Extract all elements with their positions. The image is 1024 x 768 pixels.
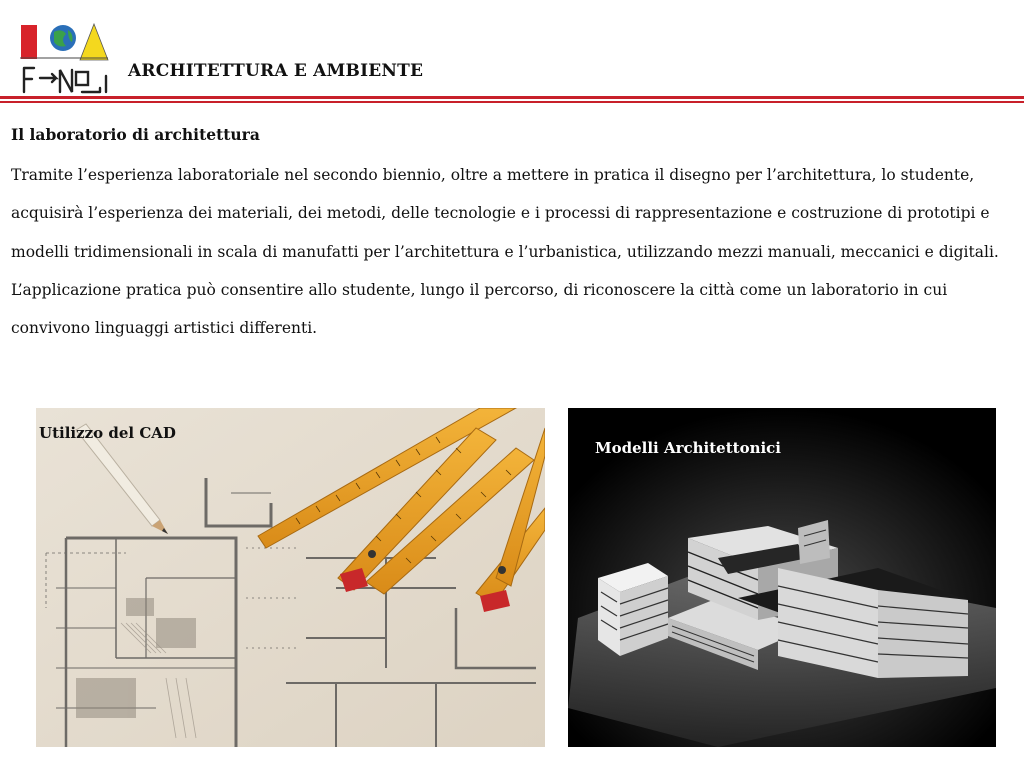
- section-heading: Il laboratorio di architettura: [11, 125, 260, 144]
- school-logo: [16, 20, 112, 96]
- header-divider-bottom: [0, 101, 1024, 103]
- cad-photo: [36, 408, 545, 747]
- cad-caption: Utilizzo del CAD: [39, 424, 176, 442]
- page-header-title: ARCHITETTURA E AMBIENTE: [128, 61, 424, 81]
- logo-text: FANO: [16, 20, 20, 21]
- logo-red-bar: [21, 25, 37, 59]
- architectural-model-photo: [568, 408, 996, 747]
- models-caption: Modelli Architettonici: [595, 439, 782, 457]
- header-divider-top: [0, 96, 1024, 99]
- section-body-text: Tramite l’esperienza laboratoriale nel secondo biennio, oltre a mettere in pratica il disegno per l’architettura, lo studente, acquisirà l’esperienza dei materiali, dei metodi, delle tecnologie e i processi di rappresentazione e costruzione di prototipi e modelli tridimensionali in scala di manufatti per l’architettura e l’urbanistica, utilizzando mezzi manuali, meccanici e digitali. L’applicazione pratica può consentire allo studente, lungo il percorso, di riconoscere la città come un laboratorio in cui convivono linguaggi artistici differenti.: [11, 166, 999, 338]
- logo-triangle-icon: [80, 24, 108, 60]
